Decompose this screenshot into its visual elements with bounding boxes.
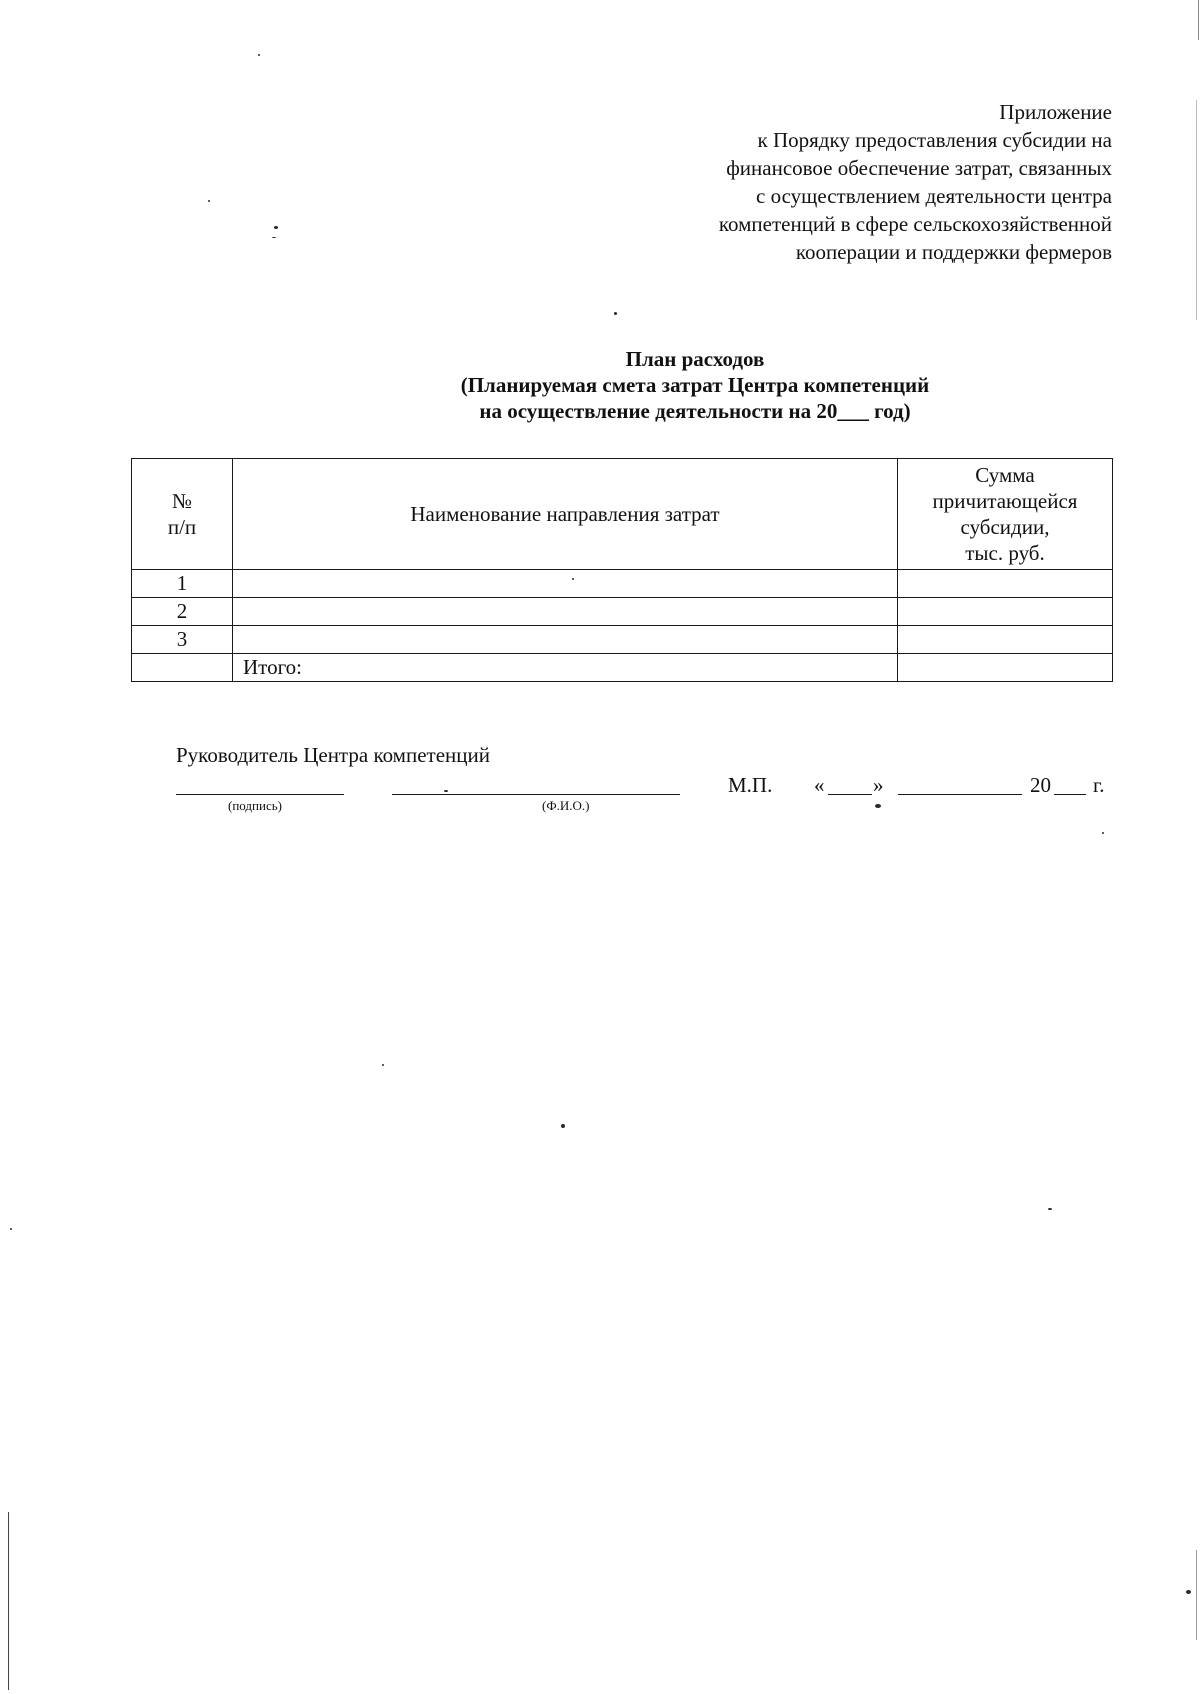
row-expense-name[interactable] (233, 598, 898, 626)
appendix-header (592, 98, 1112, 266)
seal-label: М.П. (728, 773, 773, 797)
scan-speck (382, 1064, 384, 1066)
date-day-line[interactable] (828, 794, 872, 795)
date-close-quote: » (873, 773, 884, 797)
scan-edge-line (1196, 1550, 1197, 1640)
scan-speck (258, 54, 260, 56)
title-line: План расходов (625, 347, 765, 371)
date-open-quote: « (814, 773, 825, 797)
header-sum-line: Сумма (975, 463, 1035, 487)
table-total-row (132, 654, 1113, 682)
signature-line[interactable] (176, 794, 344, 795)
scan-speck (10, 1228, 12, 1230)
header-expense-name: Наименование направления затрат (233, 459, 898, 570)
header-sum-line: причитающейся (932, 489, 1078, 513)
header-sum-line: тыс. руб. (965, 541, 1045, 565)
table-header-row (132, 459, 1113, 570)
row-expense-name[interactable] (233, 626, 898, 654)
head-of-center-label: Руководитель Центра компетенций (176, 743, 490, 767)
year-prefix: 20 (1030, 773, 1051, 797)
scan-speck (572, 578, 574, 580)
total-row-number (132, 654, 233, 682)
title-line: (Планируемая смета затрат Центра компетенций (460, 373, 930, 397)
year-suffix: г. (1093, 773, 1105, 797)
scan-speck (1102, 832, 1104, 834)
header-number-abbrev: п/п (167, 515, 197, 539)
appendix-line: с осуществлением деятельности центра (756, 184, 1112, 208)
full-name-line[interactable] (392, 794, 680, 795)
header-sum-line: субсидии, (960, 515, 1050, 539)
title-line: на осуществление деятельности на 20___ год) (479, 399, 911, 423)
row-subsidy-sum[interactable] (898, 598, 1113, 626)
scan-speck (875, 804, 881, 808)
scan-speck (614, 312, 617, 315)
expense-table (131, 458, 1113, 682)
scan-speck (208, 200, 210, 202)
header-number-symbol: № (171, 489, 193, 513)
appendix-line: финансовое обеспечение затрат, связанных (726, 156, 1112, 180)
scan-edge-line (1198, 0, 1199, 40)
scan-speck (1186, 1590, 1191, 1594)
scan-speck (444, 790, 448, 792)
header-subsidy-sum (898, 459, 1113, 570)
scan-speck (274, 226, 278, 229)
date-year-line[interactable] (1054, 794, 1086, 795)
date-month-line[interactable] (898, 794, 1022, 795)
total-label: Итого: (233, 654, 898, 682)
signature-caption: (подпись) (228, 798, 282, 813)
appendix-line: к Порядку предоставления субсидии на (757, 128, 1112, 152)
row-subsidy-sum[interactable] (898, 626, 1113, 654)
full-name-caption: (Ф.И.О.) (542, 798, 590, 813)
appendix-line: Приложение (999, 100, 1112, 124)
table-row (132, 598, 1113, 626)
appendix-line: компетенций в сфере сельскохозяйственной (718, 212, 1112, 236)
row-number: 2 (132, 598, 233, 626)
scan-speck (1048, 1208, 1052, 1210)
table-row (132, 570, 1113, 598)
scan-edge-line (1196, 100, 1197, 320)
header-number (132, 459, 233, 570)
document-title (0, 346, 1200, 424)
scan-speck (272, 237, 276, 238)
scan-edge-line (8, 1512, 9, 1690)
appendix-line: кооперации и поддержки фермеров (795, 240, 1112, 264)
row-subsidy-sum[interactable] (898, 570, 1113, 598)
scan-speck (561, 1124, 565, 1128)
total-sum[interactable] (898, 654, 1113, 682)
row-number: 1 (132, 570, 233, 598)
row-expense-name[interactable] (233, 570, 898, 598)
table-row (132, 626, 1113, 654)
row-number: 3 (132, 626, 233, 654)
